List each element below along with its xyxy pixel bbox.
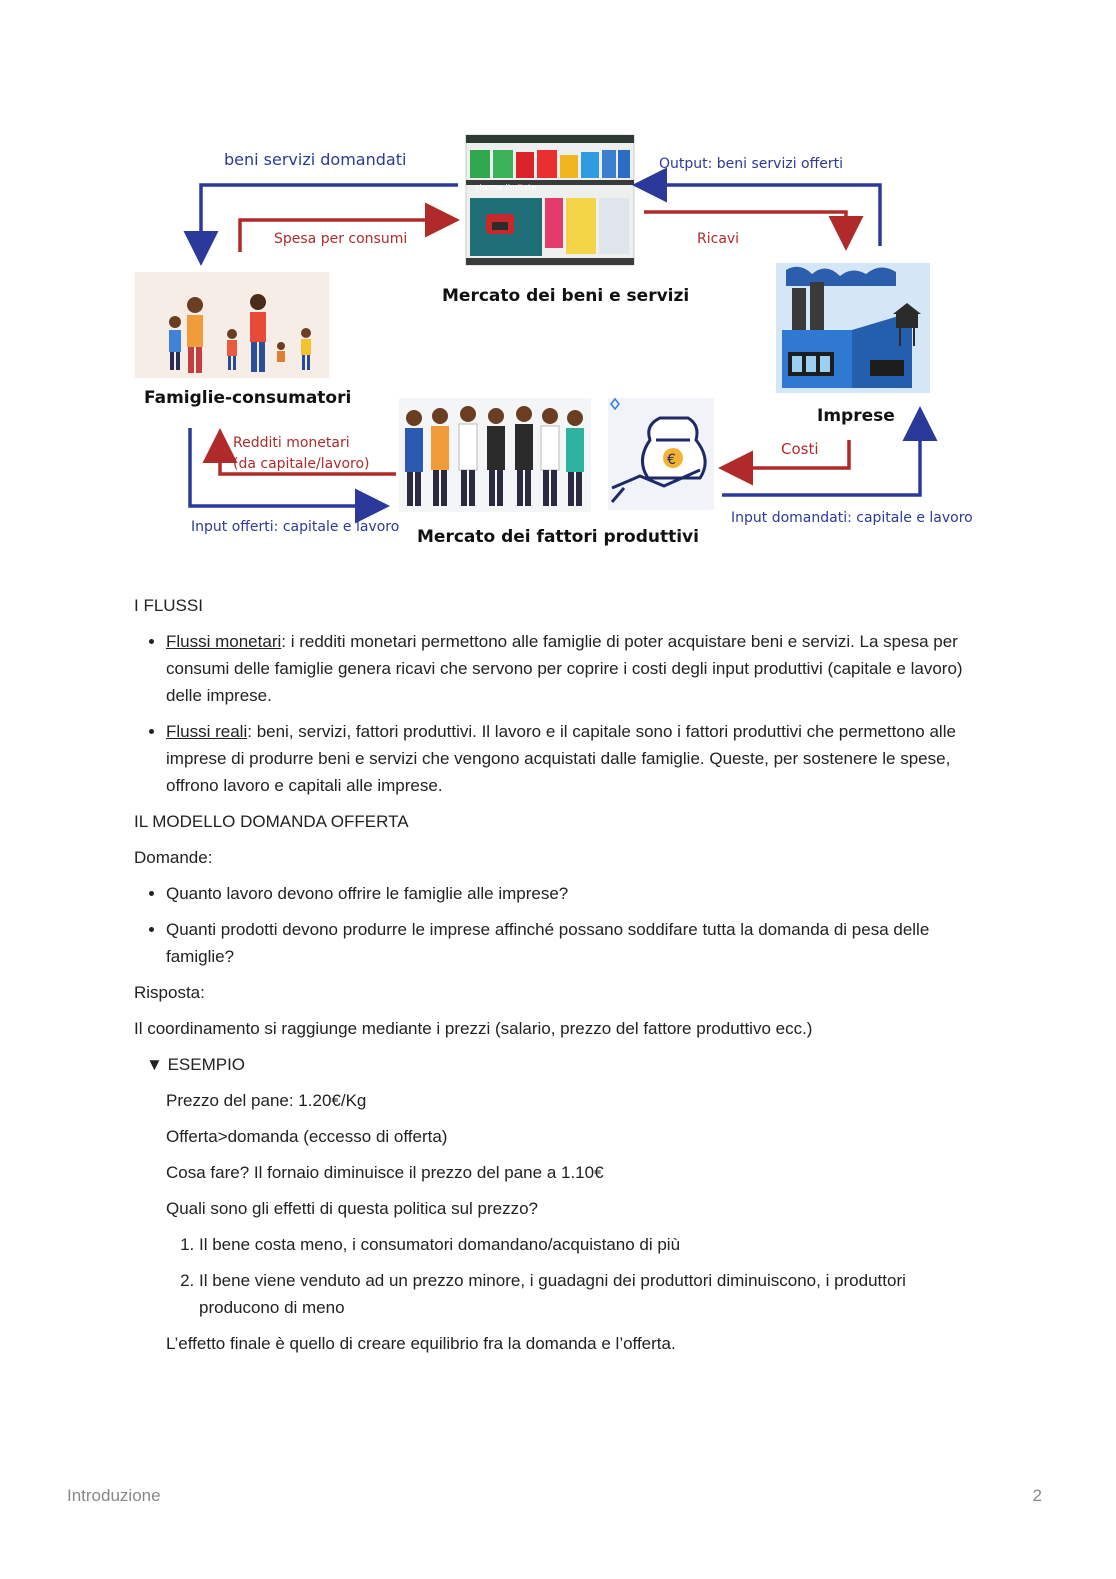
costi-label: Costi — [781, 440, 819, 458]
esempio-line: Prezzo del pane: 1.20€/Kg — [166, 1091, 367, 1110]
flussi-monetari-term: Flussi monetari — [166, 632, 282, 651]
triangle-down-icon[interactable]: ▼ — [146, 1055, 163, 1074]
flussi-list — [134, 628, 984, 799]
mercato-beni-label: Mercato dei beni e servizi — [442, 286, 690, 306]
esempio-toggle — [146, 1051, 984, 1357]
esempio-title: ESEMPIO — [167, 1055, 246, 1074]
family-illustration — [135, 272, 329, 378]
input-offerti-label: Input offerti: capitale e lavoro — [191, 519, 400, 535]
esempio-line: Cosa fare? Il fornaio diminuisce il prezzo del pane a 1.10€ — [166, 1163, 604, 1182]
domande-label: Domande: — [134, 848, 213, 867]
list-item: 2. Il bene viene venduto ad un prezzo minore, i guadagni dei produttori diminuiscono, i produttori producono di meno — [199, 1267, 984, 1321]
output-offerti-label: Output: beni servizi offerti — [659, 156, 843, 172]
supermarket-illustration — [466, 135, 634, 265]
famiglie-label: Famiglie-consumatori — [144, 388, 352, 408]
conclusione: L’effetto finale è quello di creare equilibrio fra la domanda e l’offerta. — [166, 1334, 676, 1353]
list-item — [166, 718, 984, 799]
svg-text:€: € — [667, 452, 676, 468]
flussi-reali-term: Flussi reali — [166, 722, 248, 741]
factory-illustration — [776, 263, 930, 393]
risposta-label: Risposta: — [134, 983, 205, 1002]
redditi-label-2: (da capitale/lavoro) — [233, 456, 370, 472]
flussi-monetari-text: : i redditi monetari permettono alle famiglie di poter acquistare beni e servizi. La spesa per consumi delle famiglie genera ricavi che servono per coprire i costi degli input produttivi (capitale e lavoro) delle imprese. — [166, 632, 963, 705]
esempio-line: Offerta>domanda (eccesso di offerta) — [166, 1127, 448, 1146]
workers-illustration — [399, 398, 591, 512]
ricavi-label: Ricavi — [697, 231, 740, 247]
list-item: 1. Il bene costa meno, i consumatori domandano/acquistano di più — [199, 1231, 984, 1258]
list-item: • Quanti prodotti devono produrre le imprese affinché possano soddifare tutta la domanda di pesa delle famiglie? — [166, 916, 984, 970]
domande-list — [134, 880, 984, 970]
mercato-fattori-label: Mercato dei fattori produttivi — [417, 527, 699, 547]
list-item: • Quanto lavoro devono offrire le famiglie alle imprese? — [166, 880, 984, 907]
spesa-consumi-label: Spesa per consumi — [274, 231, 408, 247]
input-domandati-arrow — [722, 420, 920, 495]
list-item — [166, 628, 984, 709]
page-number: 2 — [1032, 1486, 1042, 1505]
money-bag-icon — [608, 398, 714, 510]
beni-servizi-domandati-label: beni servizi domandati — [224, 150, 407, 169]
flussi-reali-text: : beni, servizi, fattori produttivi. Il lavoro e il capitale sono i fattori produttivi che permettono alle imprese di produrre beni e servizi che vengono acquistati dalle famiglie. Queste, per sostenere le spese, offrono lavoro e capitali alle imprese. — [166, 722, 956, 795]
footer-title: Introduzione — [67, 1486, 161, 1505]
esempio-body — [146, 1087, 984, 1357]
esempio-line: Quali sono gli effetti di questa politica sul prezzo? — [166, 1199, 539, 1218]
input-domandati-label: Input domandati: capitale e lavoro — [731, 510, 973, 526]
risposta-text: Il coordinamento si raggiunge mediante i prezzi (salario, prezzo del fattore produttivo ecc.) — [134, 1019, 813, 1038]
effetti-list — [166, 1231, 984, 1321]
esempio-toggle-header[interactable] — [146, 1051, 984, 1078]
modello-heading: IL MODELLO DOMANDA OFFERTA — [134, 812, 409, 831]
document-body — [134, 592, 984, 1366]
imprese-label: Imprese — [817, 406, 895, 426]
redditi-label-1: Redditi monetari — [233, 435, 350, 451]
circular-flow-diagram — [0, 0, 1116, 580]
flussi-heading: I FLUSSI — [134, 596, 203, 615]
ricavi-arrow — [644, 212, 846, 237]
risorse-limitate-label: risorse limitate — [476, 183, 537, 192]
